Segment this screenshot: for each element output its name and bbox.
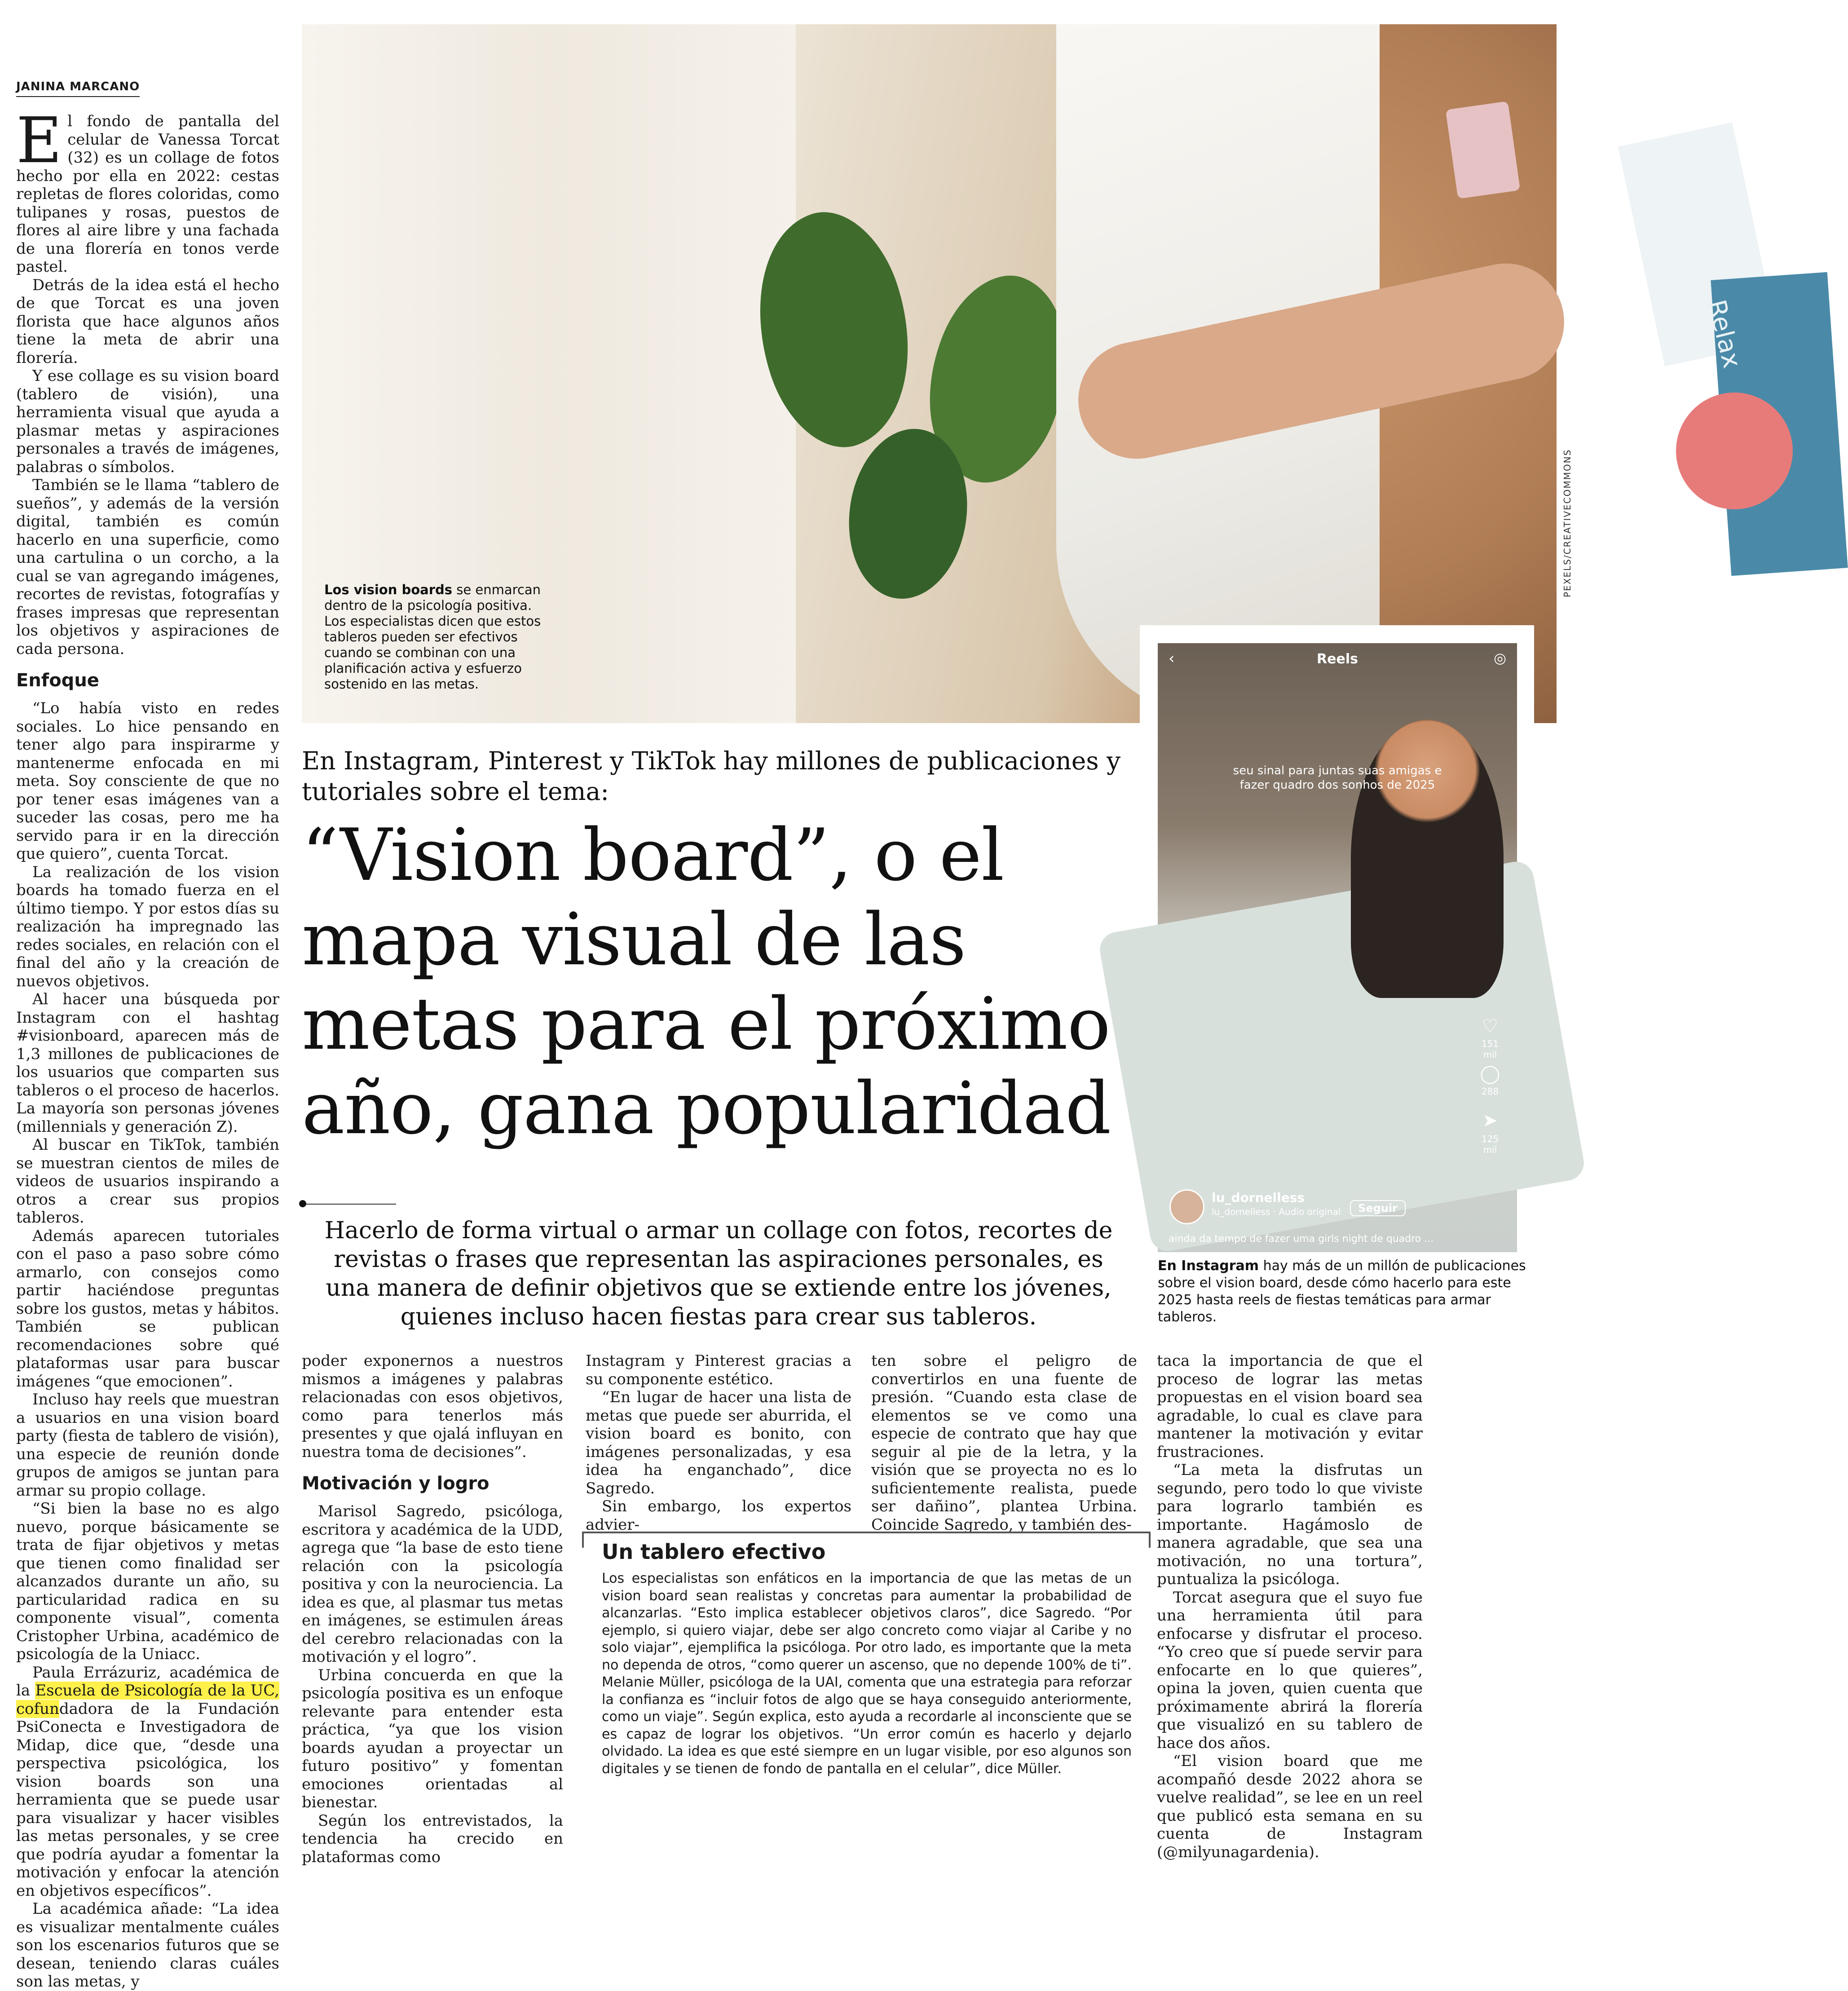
subheading-enfoque: Enfoque [16,670,99,691]
reel-overlay-text: seu sinal para juntas suas amigas e fazer quadro dos sonhos de 2025 [1233,764,1442,792]
paragraph: Instagram y Pinterest gracias a su componente estético. [586,1352,851,1388]
deck-rule [302,1204,396,1205]
drop-cap: E [16,104,62,177]
headline: “Vision board”, o el mapa visual de las metas para el próximo año, gana popularidad [302,813,1111,1150]
paragraph: taca la importancia de que el proceso de lograr las metas propuestas en el vision board sea agradable, lo cual es clave para mantener la motivación y evitar frustraciones. [1157,1352,1423,1461]
paragraph: Según los entrevistados, la tendencia ha crecido en plataformas como [302,1811,563,1866]
board-card-text: Relax [1701,296,1747,371]
paragraph: poder exponernos a nuestros mismos a imágenes y palabras relacionadas con esos objetivos, como para tenerlos más presentes y que ojalá influyan en nuestra toma de decisiones”. [302,1352,563,1461]
paragraph: Marisol Sagredo, psicóloga, escritora y académica de la UDD, agrega que “la base de esto tiene relación con la psicología positiva y con la neurociencia. La idea es que, al plasmar tus metas en imágenes, se estimulen áreas del cerebro relacionadas con la motivación y el logro”. [302,1502,563,1666]
paragraph: Detrás de la idea está el hecho de que Torcat es una joven florista que hace algunos años tiene la meta de abrir una florería. [16,276,279,367]
sidebar-box [582,1532,1151,1824]
article-column-4 [871,1352,1137,1534]
article-column-1 [16,104,279,1991]
lead-paragraph: El fondo de pantalla del celular de Vanessa Torcat (32) es un collage de fotos hecho por ella en 2022: cestas repletas de flores coloridas, como tulipanes y rosas, puestos de flores al aire libre y una fachada de una florería en tonos verde pastel. [16,104,279,276]
instagram-reel-screenshot [1158,643,1517,1252]
box-body: Los especialistas son enfáticos en la importancia de que las metas de un vision board sean realistas y concretas para aumentar la probabilidad de alcanzarlas. “Esto implica establecer objetivos claros”, dice Sagredo. “Por ejemplo, si quiero viajar, debe ser algo concreto como viajar al Caribe y no solo viajar”, ejemplifica la psicóloga. Por otro lado, es importante que la meta no dependa de otros, “como querer un ascenso, que no depende 100% de ti”. Melanie Müller, psicóloga de la UAI, comenta que una estrategia para reforzar la confianza es “incluir fotos de algo que se haya conseguido anteriormente, como un viaje”. Según explica, esto ayuda a recordarle al inconsciente que se es capaz de lograr los objetivos. “Un error común es hacerlo y dejarlo olvidado. La idea es que esté siempre en un lugar visible, por eso algunos son digitales y se tienen de fondo de pantalla en el celular”, dice Müller. [602,1571,1132,1777]
shares-count: 125 mil [1481,1134,1499,1155]
paragraph: Paula Errázuriz, académica de la Escuela de Psicología de la UC, cofundadora de la Fundación PsiConecta e Investigadora de Midap, dice que, “desde una perspectiva psicológica, los vision boards son una herramienta que se puede usar para visualizar y hacer visibles las metas personales, y se cree que podría ayudar a fomentar la motivación y enfocar la atención en objetivos específicos”. [16,1663,279,1900]
paragraph: ten sobre el peligro de convertirlos en una fuente de presión. “Cuando esta clase de elementos se ve como una especie de contrato que hay que seguir al pie de la letra, y la visión que se proyecta no es lo suficientemente realista, puede ser dañino”, plantea Urbina. Coincide Sagredo, y también des- [871,1352,1137,1534]
box-title: Un tablero efectivo [602,1540,826,1564]
camera-icon: ◎ [1494,649,1506,667]
deck: Hacerlo de forma virtual o armar un collage con fotos, recortes de revistas o frases que representan las aspiraciones personales, es una manera de definir objetivos que se extiende entre los jóvenes, quienes incluso hacen fiestas para crear sus tableros. [324,1217,1113,1330]
paragraph: Incluso hay reels que muestran a usuarios en una vision board party (fiesta de tablero de visión), una especie de reunión donde grupos de amigos se juntan para armar su propio collage. [16,1391,279,1500]
paragraph: Urbina concuerda en que la psicología positiva es un enfoque relevante para entender esta práctica, “ya que los vision boards ayudan a proyectar un futuro positivo” y fomentan emociones orientadas al bienestar. [302,1666,563,1811]
highlighted-text: Escuela de Psicología de la UC, cofun [16,1682,279,1718]
reel-audio: lu_dornelless · Audio original [1212,1206,1341,1217]
follow-button: Seguir [1350,1200,1406,1216]
paragraph: “Lo había visto en redes sociales. Lo hice pensando en tener algo para inspirarme y mantenerme enfocada en mi meta. Soy consciente de que no por tener esas imágenes van a suceder las cosas, pero me ha servido para ir en la dirección que quiero”, cuenta Torcat. [16,699,279,863]
reels-title: Reels [1317,651,1358,667]
byline: JANINA MARCANO [16,80,140,97]
avatar [1169,1189,1204,1224]
subheading-motivacion: Motivación y logro [302,1473,490,1494]
paragraph: Al hacer una búsqueda por Instagram con el hashtag #visionboard, aparecen más de 1,3 millones de publicaciones de los usuarios que comparten sus tableros o el proceso de hacerlos. La mayoría son personas jóvenes (millennials y generación Z). [16,990,279,1136]
phone-caption: En Instagram hay más de un millón de publicaciones sobre el vision board, desde cómo hacerlo para este 2025 hasta reels de fiestas temáticas para armar tableros. [1158,1258,1526,1325]
paragraph: “La meta la disfrutas un segundo, pero todo lo que viviste para lograrlo también es importante. Hagámoslo de manera agradable, que sea una motivación, no una tortura”, puntualiza la psicóloga. [1157,1461,1423,1588]
heart-icon: ♡ [1482,1016,1498,1037]
paragraph: La académica añade: “La idea es visualizar mentalmente cuáles son los escenarios futuros que se desean, teniendo claras cuáles son las metas, y [16,1900,279,1991]
back-icon: ‹ [1169,649,1175,667]
share-icon: ➤ [1482,1110,1498,1131]
paragraph: Al buscar en TikTok, también se muestran cientos de miles de videos de usuarios inspirando a otros a crear sus propios tableros. [16,1136,279,1227]
paragraph: Y ese collage es su vision board (tablero de visión), una herramienta visual que ayuda a plasmar metas y aspiraciones personales a través de imágenes, palabras o símbolos. [16,367,279,476]
likes-count: 151 mil [1481,1038,1499,1060]
paragraph: También se le llama “tablero de sueños”, y además de la versión digital, también es común hacerlo en una superficie, como una cartulina o un corcho, a la cual se van agregando imágenes, recortes de revistas, fotografías y frases impresas que representan los objetivos y aspiraciones de cada persona. [16,476,279,658]
photo-caption: Los vision boards se enmarcan dentro de la psicología positiva. Los especialistas dicen que estos tableros pueden ser efectivos cuando se combinan con una planificación activa y esfuerzo sostenido en las metas. [324,582,541,692]
article-column-5 [1157,1352,1423,1861]
article-column-2 [302,1352,563,1866]
article-column-3 [586,1352,851,1534]
reel-description: ainda da tempo de fazer uma girls night de quadro ... [1169,1233,1434,1245]
paragraph: “En lugar de hacer una lista de metas que puede ser aburrida, el vision board es bonito, con imágenes personalizadas, y esa idea ha enganchado”, dice Sagredo. [586,1388,851,1497]
paragraph: Además aparecen tutoriales con el paso a paso sobre cómo armarlo, con consejos como partir haciéndose preguntas sobre los gustos, metas y hábitos. También se publican recomendaciones sobre qué plataformas usar para buscar imágenes “que emocionen”. [16,1227,279,1391]
reel-username: lu_dornelless [1212,1190,1305,1205]
photo-credit: PEXELS/CREATIVECOMMONS [1562,449,1573,597]
paragraph: Torcat asegura que el suyo fue una herramienta útil para enfocarse y disfrutar el proceso. “Yo creo que sí puede servir para enfocarte en lo que quieres”, opina la joven, quien cuenta que próximamente abrirá la florería que visualizó en su tablero de hace dos años. [1157,1588,1423,1752]
paragraph: Sin embargo, los expertos advier- [586,1497,851,1534]
kicker: En Instagram, Pinterest y TikTok hay millones de publicaciones y tutoriales sobre el tema: [302,746,1121,806]
comments-count: 288 [1481,1086,1499,1097]
paragraph: “El vision board que me acompañó desde 2022 ahora se vuelve realidad”, se lee en un reel que publicó esta semana en su cuenta de Instagram (@milyunagardenia). [1157,1752,1423,1861]
paragraph: La realización de los vision boards ha tomado fuerza en el último tiempo. Y por estos días su realización ha impregnado las redes sociales, en relación con el final del año y la creación de nuevos objetivos. [16,863,279,990]
comment-icon: ◯ [1480,1064,1500,1084]
paragraph: “Si bien la base no es algo nuevo, porque básicamente se trata de fijar objetivos y metas que tienen como finalidad ser alcanzados durante un año, su particularidad radica en su componente visual”, comenta Cristopher Urbina, académico de psicología de la Uniacc. [16,1500,279,1663]
